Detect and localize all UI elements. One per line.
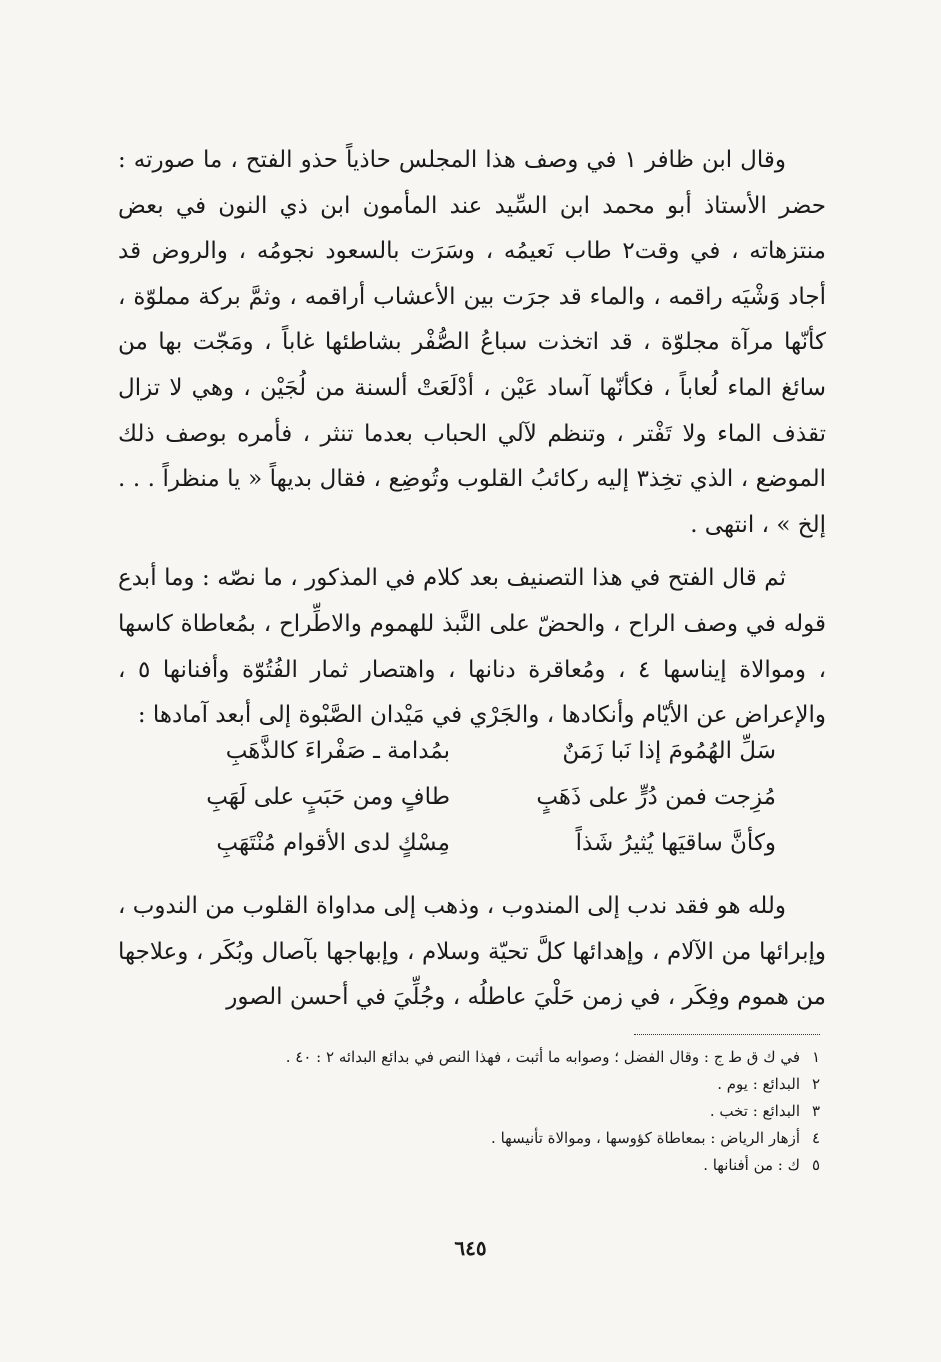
footnote [140,1044,820,1071]
footnote [140,1071,820,1098]
footnote-text: البدائع : تخب . [709,1102,800,1120]
poem-verse [150,728,776,774]
verse-second-hemistich: بمُدامة ـ صَفْراءَ كالذَّهَبِ [225,738,450,764]
verse-first-hemistich: سَلِّ الهُمُومَ إذا نَبا زَمَنٌ [562,738,776,764]
footnote-number: ٤ [811,1129,820,1147]
paragraph-1: وقال ابن ظافر ١ في وصف هذا المجلس حاذياً حذو الفتح ، ما صورته : حضر الأستاذ أبو محمد ابن السِّيد عند المأمون ابن ذي النون في بعض منتزهاته ، في وقت٢ طاب نَعيمُه ، وسَرَت بالسعود نجومُه ، والروض قد أجاد وَشْيَه راقمه ، والماء قد جرَت بين الأعشاب أراقمه ، وثمَّ بركة مملوّة ، كأنّها مرآة مجلوّة ، قد اتخذت سباعُ الصُّفْر بشاطئها غاباً ، ومَجّت بها من سائغ الماء لُعاباً ، فكأنّها آساد عَيْن ، أدْلَعَتْ ألسنة من لُجَيْن ، وهي لا تزال تقذف الماء ولا تَفْتر ، وتنظم لآلي الحباب بعدما تنثر ، فأمره بوصف ذلك الموضع ، الذي تخِذ٣ إليه ركائبُ القلوب وتُوضِع ، فقال بديهاً « يا منظراً . . . إلخ » ، انتهى . [118,147,827,538]
footnote [140,1125,820,1152]
footnote-text: أزهار الرياض : بمعاطاة كؤوسها ، وموالاة تأنيسها . [491,1129,800,1147]
poem [150,728,776,866]
footnotes [140,1044,820,1179]
footnote-number: ٢ [811,1075,820,1093]
poem-verse [150,820,776,866]
verse-first-hemistich: مُزِجت فمن دُرٍّ على ذَهَبٍ [536,784,776,810]
verse-second-hemistich: مِسْكٍ لدى الأقوام مُنْتَهَبِ [216,830,450,856]
paragraph-3: ولله هو فقد ندب إلى المندوب ، وذهب إلى مداواة القلوب من الندوب ، وإبرائها من الآلام ، وإهدائها كلَّ تحيّة وسلام ، وإبهاجها بآصال وبُكَر ، وعلاجها من هموم وفِكَر ، في زمن حَلْيَ عاطلُه ، وجُلِّيَ في أحسن الصور [118,893,826,1011]
verse-second-hemistich: طافٍ ومن حَبَبٍ على لَهَبِ [206,784,450,810]
footnote-text: في ك ق ط ج : وقال الفضل ؛ وصوابه ما أثبت ، فهذا النص في بدائع البدائه ٢ : ٤٠ . [285,1048,800,1066]
verse-first-hemistich: وكأنَّ ساقيَها يُثيرُ شَذاً [575,830,776,856]
footnote-text: ك : من أفنانها . [703,1156,800,1174]
footnote-number: ٥ [811,1156,820,1174]
footnote [140,1098,820,1125]
poem-verse [150,774,776,820]
footnote-separator [634,1034,820,1035]
footnote-number: ٣ [811,1102,820,1120]
page-number: ٦٤٥ [454,1236,487,1260]
footnote-text: البدائع : يوم . [717,1075,800,1093]
main-text-continued [118,884,826,1021]
paragraph-2: ثم قال الفتح في هذا التصنيف بعد كلام في المذكور ، ما نصّه : وما أبدع قوله في وصف الراح ، والحضّ على النَّبذ للهموم والاطِّراح ، بمُعاطاة كاسها ، وموالاة إيناسها ٤ ، ومُعاقرة دنانها ، واهتصار ثمار الفُتُوّة وأفنانها ٥ ، والإعراض عن الأيّام وأنكادها ، والجَرْي في مَيْدان الصَّبْوة إلى أبعد آمادها : [118,565,827,729]
footnote [140,1152,820,1179]
main-text [118,138,826,739]
footnote-number: ١ [811,1048,820,1066]
